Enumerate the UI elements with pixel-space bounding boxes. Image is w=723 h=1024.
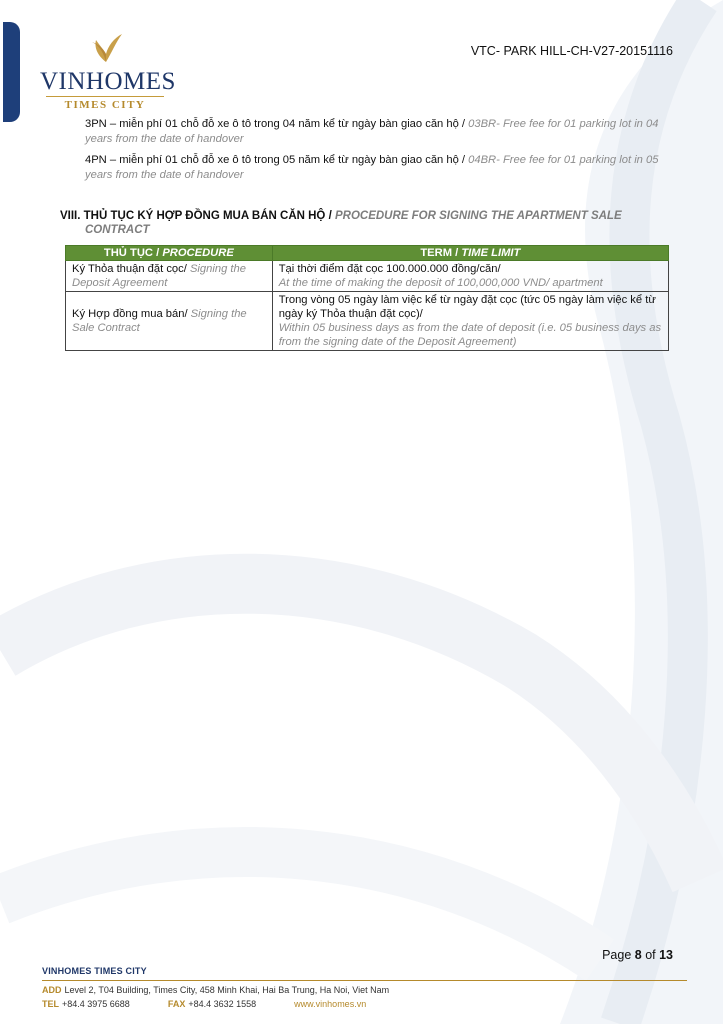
- footer-tel: +84.4 3975 6688: [62, 999, 130, 1009]
- section-heading: [60, 209, 680, 237]
- footer-contacts: TEL +84.4 3975 6688 FAX +84.4 3632 1558 www.vinhomes.vn: [42, 999, 367, 1009]
- paragraph-vn-text: – miễn phí 01 chỗ đỗ xe ô tô trong 05 năm kể từ ngày bàn giao căn hộ /: [106, 154, 469, 166]
- table-row: [66, 261, 669, 292]
- header-procedure: THỦ TỤC / PROCEDURE: [66, 246, 273, 261]
- section-en-title-line2: CONTRACT: [85, 224, 150, 236]
- procedure-cell: Ký Thỏa thuận đặt cọc/ Signing the Deposit Agreement: [66, 261, 273, 292]
- header-accent-bar: [3, 22, 20, 122]
- paragraph-prefix: 4PN: [85, 154, 107, 166]
- paragraph-en-text: 04BR- Free fee for 01 parking lot in 05 years from the date of handover: [85, 154, 659, 181]
- bird-logo-icon: [88, 32, 124, 64]
- footer-address: ADD Level 2, T04 Building, Times City, 458 Minh Khai, Hai Ba Trung, Ha Noi, Viet Nam: [42, 985, 390, 995]
- footer-website[interactable]: www.vinhomes.vn: [294, 999, 367, 1009]
- logo-name: VINHOMES: [40, 68, 176, 95]
- parking-paragraph-4br: [85, 153, 680, 183]
- paragraph-en-text: 03BR- Free fee for 01 parking lot in 04 years from the date of handover: [85, 118, 659, 145]
- procedure-cell: Ký Hợp đồng mua bán/ Signing the Sale Contract: [66, 292, 273, 351]
- term-cell: Trong vòng 05 ngày làm việc kể từ ngày đặt cọc (tức 05 ngày làm việc kể từ ngày ký Thỏa thuận đặt cọc)/ Within 05 business days as from the date of deposit (i.e. 05 business days as from the signing date of the Deposit Agreement): [272, 292, 668, 351]
- document-code: VTC- PARK HILL-CH-V27-20151116: [470, 44, 673, 58]
- footer-fax: +84.4 3632 1558: [188, 999, 257, 1009]
- parking-paragraph-3br: [85, 117, 680, 147]
- term-cell: Tại thời điểm đặt cọc 100.000.000 đồng/căn/ At the time of making the deposit of 100,000,000 VND/ apartment: [272, 261, 668, 292]
- logo-rule: [46, 96, 164, 97]
- section-en-title-line1: PROCEDURE FOR SIGNING THE APARTMENT SALE: [334, 210, 622, 222]
- section-number: VIII.: [60, 210, 81, 222]
- footer-company-name: VINHOMES TIMES CITY: [42, 966, 147, 976]
- page-number: Page 8 of 13: [602, 948, 673, 962]
- header-term: TERM / TIME LIMIT: [272, 246, 668, 261]
- section-vn-title: THỦ TỤC KÝ HỢP ĐỒNG MUA BÁN CĂN HỘ /: [83, 210, 335, 222]
- table-header-row: [66, 246, 669, 261]
- company-logo: [40, 32, 176, 114]
- table-row: [66, 292, 669, 351]
- footer-divider: [42, 980, 687, 981]
- logo-subtitle: TIMES CITY: [64, 99, 146, 111]
- paragraph-vn-text: – miễn phí 01 chỗ đỗ xe ô tô trong 04 năm kể từ ngày bàn giao căn hộ /: [106, 118, 469, 130]
- procedure-table: [65, 245, 669, 351]
- paragraph-prefix: 3PN: [85, 118, 107, 130]
